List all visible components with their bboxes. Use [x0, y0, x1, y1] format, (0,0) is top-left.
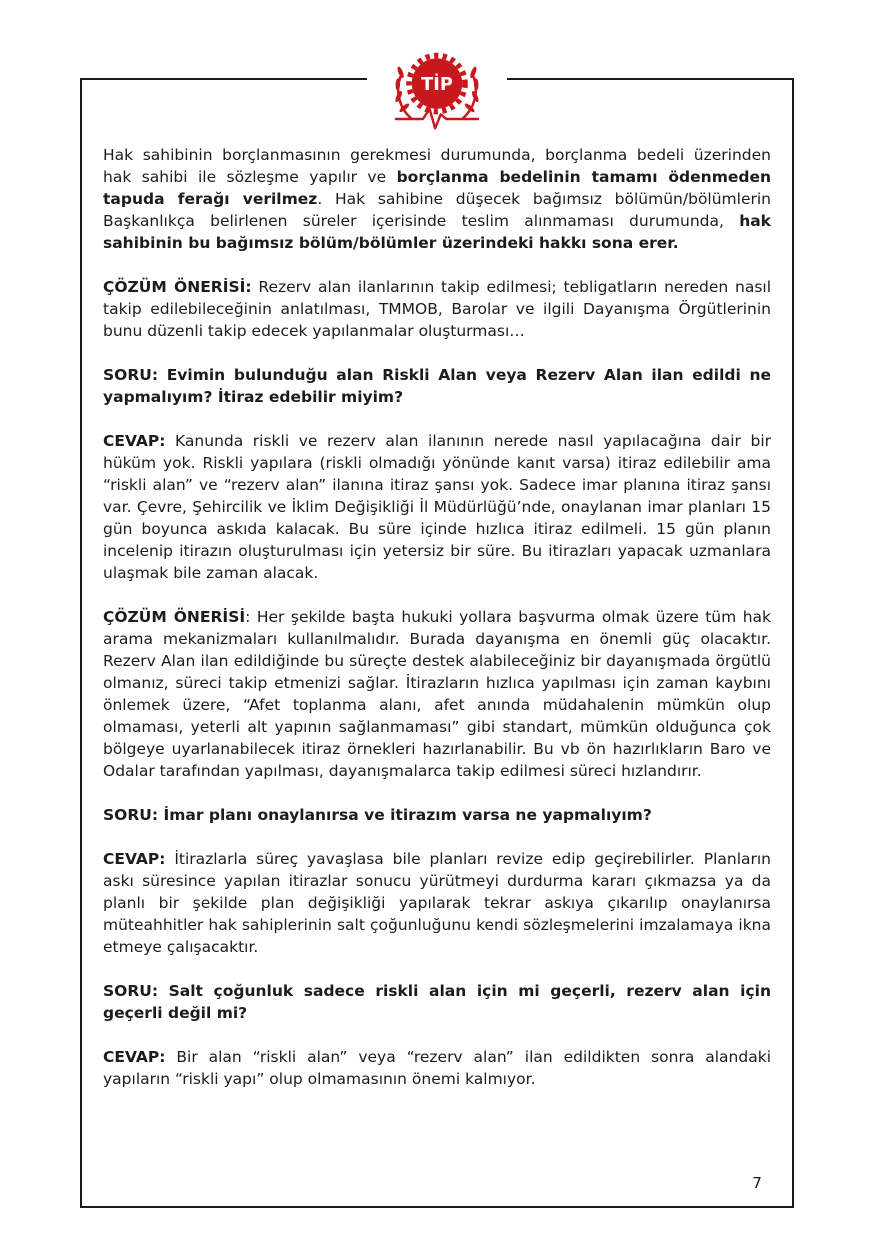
page-frame [80, 75, 794, 1208]
page-number: 7 [752, 1174, 762, 1192]
text-run: . Hak sahibine düşecek bağımsız bölümün/bölümlerin Başkanlıkça belirlenen süreler içerisinde teslim alınmaması durumunda, [103, 190, 771, 230]
paragraph [103, 430, 771, 584]
text-run: Bir alan “riskli alan” veya “rezerv alan” ilan edildikten sonra alandaki yapıların “riskli yapı” olup olmamasının önemi kalmıyor. [103, 1048, 771, 1088]
paragraph [103, 606, 771, 782]
paragraph [103, 848, 771, 958]
bold-text-run: CEVAP: [103, 850, 166, 868]
text-run: Rezerv alan ilanlarının takip edilmesi; tebligatların nereden nasıl takip edilebileceğinin anlatılması, TMMOB, Barolar ve ilgili Dayanışma Örgütlerinin bunu düzenli takip edecek yapılanmalar oluşturması… [103, 278, 772, 340]
logo [367, 48, 507, 134]
bold-text-run: SORU: Salt çoğunluk sadece riskli alan için mi geçerli, rezerv alan için geçerli değil mi? [103, 982, 771, 1022]
paragraph [103, 804, 771, 826]
paragraph [103, 144, 771, 254]
text-run: : Her şekilde başta hukuki yollara başvurma olmak üzere tüm hak arama mekanizmaları kullanılmalıdır. Burada dayanışma en önemli güç olacaktır. Rezerv Alan ilan edildiğinde bu süreçte destek alabileceğiniz bir dayanışmada örgütlü olmanız, süreci takip etmenizi sağlar. İtirazların hızlıca yapılması için zaman kaybını önlemek üzere, “Afet toplanma alanı, afet anında müdahalenin mümkün olup olmaması, yeterli alt yapının sağlanmaması” gibi standart, mümkün olduğunca çok bölgeye uyarlanabilecek itiraz örnekleri hazırlanabilir. Bu vb ön hazırlıkların Baro ve Odalar tarafından yapılması, dayanışmalarca takip edilmesi süreci hızlandırır. [103, 608, 771, 780]
bold-text-run: CEVAP: [103, 1048, 166, 1066]
text-run: İtirazlarla süreç yavaşlasa bile planları revize edip geçirebilirler. Planların askı süresince yapılan itirazlar sonucu yürütmeyi durdurma kararı çıkmazsa ya da planlı bir şekilde plan değişikliği yapılarak tekrar askıya çıkarılıp onaylanırsa müteahhitler hak sahiplerinin salt çoğunluğunu kendi sözleşmelerini imzalamaya ikna etmeye çalışacaktır. [103, 850, 771, 956]
bold-text-run: ÇÖZÜM ÖNERİSİ [103, 608, 246, 626]
bold-text-run: CEVAP: [103, 432, 166, 450]
logo-text: TİP [421, 75, 453, 96]
text-run: Kanunda riskli ve rezerv alan ilanının nerede nasıl yapılacağına dair bir hüküm yok. Riskli yapılara (riskli olmadığı yönünde kanıt varsa) itiraz edilebilir ama “riskli alan” ve “rezerv alan” ilanına itiraz şansı yok. Sadece imar planına itiraz şansı var. Çevre, Şehircilik ve İklim Değişikliği İl Müdürlüğü’nde, onaylanan imar planları 15 gün boyunca askıda kalacak. Bu süre içinde hızlıca itiraz edilmeli. 15 gün planın incelenip itirazın oluşturulması için yetersiz bir süre. Bu itirazları yapacak uzmanlara ulaşmak bile zaman alacak. [103, 432, 771, 582]
bold-text-run: ÇÖZÜM ÖNERİSİ: [103, 278, 252, 296]
bold-text-run: SORU: İmar planı onaylanırsa ve itirazım varsa ne yapmalıyım? [103, 806, 652, 824]
paragraph [103, 276, 771, 342]
bold-text-run: hak sahibinin bu bağımsız bölüm/bölümler üzerindeki hakkı sona erer. [103, 212, 771, 252]
tip-party-logo [381, 48, 493, 134]
paragraph [103, 364, 771, 408]
bold-text-run: SORU: Evimin bulunduğu alan Riskli Alan veya Rezerv Alan ilan edildi ne yapmalıyım? İtiraz edebilir miyim? [103, 366, 771, 406]
bold-text-run: borçlanma bedelinin tamamı ödenmeden tapuda ferağı verilmez [103, 168, 771, 208]
text-run: Hak sahibinin borçlanmasının gerekmesi durumunda, borçlanma bedeli üzerinden hak sahibi ile sözleşme yapılır ve [103, 146, 771, 186]
paragraph [103, 980, 771, 1024]
document-body [82, 80, 792, 1206]
paragraph [103, 1046, 771, 1090]
